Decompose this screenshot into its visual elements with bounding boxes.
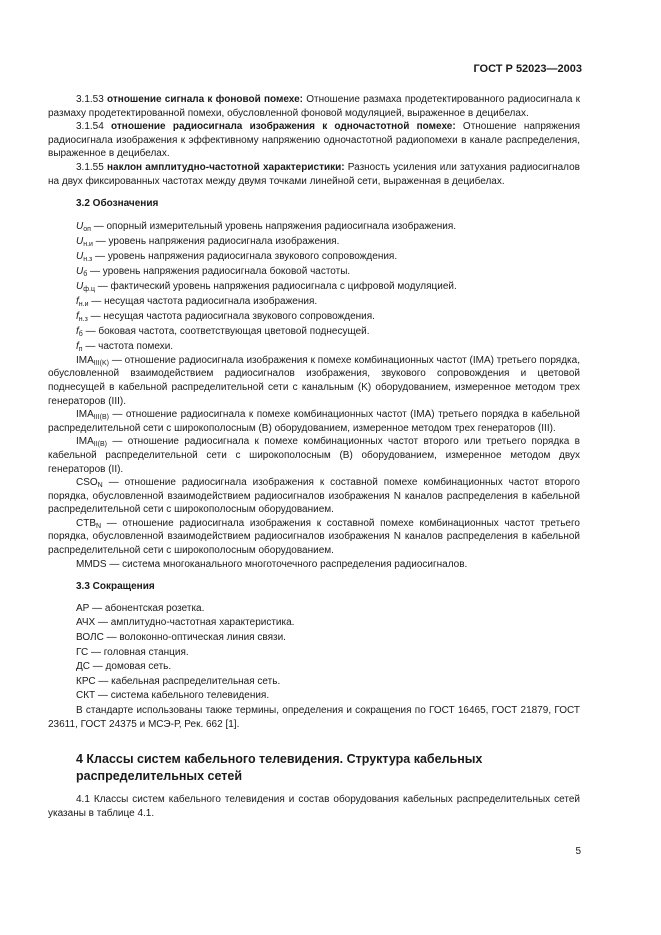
document-id: ГОСТ Р 52023—2003 (473, 63, 582, 75)
symbol-text: — опорный измерительный уровень напряжения радиосигнала изображения. (93, 220, 457, 232)
symbol-mmds (48, 558, 580, 572)
symbol-text: — отношение радиосигнала изображения к составной помехе комбинационных частот третьего порядка, обусловленной взаимодействием радиосигналов изображения N каналов распределения в кабельной распределительной сети с широкополосным оборудованием. (48, 517, 580, 557)
definition-term: отношение радиосигнала изображения к одночастотной помехе: (111, 121, 456, 133)
symbol-text: — несущая частота радиосигнала изображения. (91, 295, 318, 307)
page-content (48, 93, 580, 820)
symbol-sub: оп (83, 225, 91, 233)
symbol-base: f (76, 340, 79, 352)
symbol-text: — несущая частота радиосигнала звукового сопровождения. (90, 310, 375, 322)
symbol-text: — боковая частота, соответствующая цветовой поднесущей. (85, 325, 370, 337)
abbreviations-list (48, 602, 580, 704)
symbol-item (48, 234, 580, 249)
symbol-sub: б (83, 270, 88, 278)
symbol-sub: н.и (78, 300, 89, 308)
symbol-text: — частота помехи. (85, 340, 174, 352)
symbol-sub: N (96, 522, 102, 530)
page-number: 5 (575, 846, 581, 857)
symbol-base: MMDS (76, 558, 107, 570)
symbol-text: — уровень напряжения радиосигнала боковой частоты. (90, 265, 351, 277)
definition-term: наклон амплитудно-частотной характеристики: (107, 161, 345, 173)
symbol-text: — отношение радиосигнала к помехе комбинационных частот (IMA) третьего порядка в кабельной распределительной сети с широкополосным (B) оборудованием, измеренное методом трех генераторов (III). (48, 409, 581, 434)
abbreviation-item: АЧХ — амплитудно-частотная характеристика. (76, 617, 295, 629)
definition-3-1-55 (48, 161, 580, 188)
paragraph-4-1: 4.1 Классы систем кабельного телевидения и состав оборудования кабельных распределительных сетей указаны в таблице 4.1. (48, 794, 580, 819)
symbol-text: — система многоканального многоточечного распределения радиосигналов. (109, 558, 468, 570)
symbol-base: U (76, 220, 84, 232)
symbol-base: f (76, 310, 79, 322)
symbol-sub: н.и (83, 240, 93, 248)
abbreviation-item: ГС — головная станция. (76, 646, 189, 658)
abbreviation-item: ВОЛС — волоконно-оптическая линия связи. (76, 632, 286, 644)
symbol-base: U (76, 235, 84, 247)
symbol-base: IMA (76, 409, 94, 421)
symbol-base: f (76, 295, 79, 307)
symbol-sub: н.з (78, 315, 88, 323)
definition-term: отношение сигнала к фоновой помехе: (107, 94, 304, 105)
symbol-ima-ii-b (48, 435, 580, 476)
section-heading-3-2: 3.2 Обозначения (76, 198, 159, 210)
symbol-text: — уровень напряжения радиосигнала изображения. (95, 235, 340, 247)
symbol-sub: н.з (83, 255, 93, 263)
symbol-base: CSO (76, 477, 98, 489)
definition-number: 3.1.54 (76, 121, 104, 133)
symbol-ima-iii-k (48, 354, 580, 408)
abbreviation-item: СКТ — система кабельного телевидения. (76, 690, 270, 702)
symbol-sub: N (97, 482, 103, 490)
abbreviation-item: ДС — домовая сеть. (76, 661, 172, 673)
symbol-text: — отношение радиосигнала к помехе комбинационных частот второго или третьего порядка в кабельной распределительной сети с широкополосным (B) оборудованием, измеренное методом двух генераторов (II). (48, 436, 580, 475)
abbreviation-item: АР — абонентская розетка. (76, 602, 205, 614)
definition-3-1-54 (48, 120, 580, 161)
section-heading-4: 4 Классы систем кабельного телевидения. Структура кабельных распределительных сетей (76, 752, 483, 783)
symbol-base: IMA (76, 436, 94, 448)
symbol-ctb-n (48, 517, 580, 558)
definition-number: 3.1.55 (76, 161, 104, 173)
symbol-text: — уровень напряжения радиосигнала звукового сопровождения. (95, 250, 398, 262)
definition-3-1-53 (48, 93, 580, 120)
symbol-base: U (76, 250, 84, 262)
symbol-text: — отношение радиосигнала изображения к составной помехе комбинационных частот второго порядка, обусловленной взаимодействием радиосигналов изображения N каналов распределения в кабельной распределительной сети с широкополосным оборудованием. (48, 477, 580, 516)
symbol-base: CTB (76, 517, 96, 529)
symbol-text: — отношение радиосигнала изображения к помехе комбинационных частот (IMA) третьего порядка, обусловленной взаимодействием радиосигналов изображения, звукового сопровождения и цветовой поднесущей в кабельной распределительной сети с канальным (K) оборудованием, измеренное методом трех генераторов (III). (48, 354, 580, 407)
symbol-item (48, 324, 580, 339)
symbol-sub: п (78, 345, 83, 353)
symbol-cso-n (48, 476, 580, 517)
section-heading-3-3: 3.3 Сокращения (76, 581, 155, 593)
symbol-item (48, 219, 580, 234)
symbol-base: f (76, 325, 79, 337)
definition-number: 3.1.53 (76, 94, 104, 105)
symbol-sub: II(B) (93, 441, 108, 449)
symbol-item (48, 279, 580, 294)
symbol-text: — фактический уровень напряжения радиосигнала с цифровой модуляцией. (97, 280, 457, 292)
definition-text: Разность усиления или затухания радиосигналов на двух фиксированных частотах между двумя точками линейной сети, выраженная в децибелах. (48, 161, 580, 187)
symbol-ima-iii-b (48, 408, 580, 435)
symbol-sub: б (78, 330, 83, 338)
symbol-base: IMA (76, 354, 94, 366)
symbol-sub: III(K) (93, 359, 109, 367)
symbol-item (48, 249, 580, 264)
symbol-sub: ф.ц (83, 285, 95, 293)
symbol-item (48, 264, 580, 279)
symbol-item (48, 294, 580, 309)
symbol-base: U (76, 280, 84, 292)
abbreviation-item: КРС — кабельная распределительная сеть. (76, 675, 281, 687)
symbol-item (48, 309, 580, 324)
definition-text: Отношение размаха продетектированного радиосигнала к размаху продетектированной помехи, обусловленной фоновой модуляцией, выраженное в децибелах. (48, 94, 580, 119)
definition-text: Отношение напряжения радиосигнала изображения к эффективному напряжению одночастотной радиопомехи в канале распределения, выраженное в децибелах. (48, 121, 580, 160)
symbols-list (48, 219, 580, 354)
symbol-item (48, 339, 580, 354)
symbol-sub: III(B) (93, 414, 109, 422)
standards-note: В стандарте использованы также термины, определения и сокращения по ГОСТ 16465, ГОСТ 21879, ГОСТ 23611, ГОСТ 24375 и МСЭ-Р, Рек. 662 [1]. (48, 705, 580, 730)
symbol-base: U (76, 265, 84, 277)
